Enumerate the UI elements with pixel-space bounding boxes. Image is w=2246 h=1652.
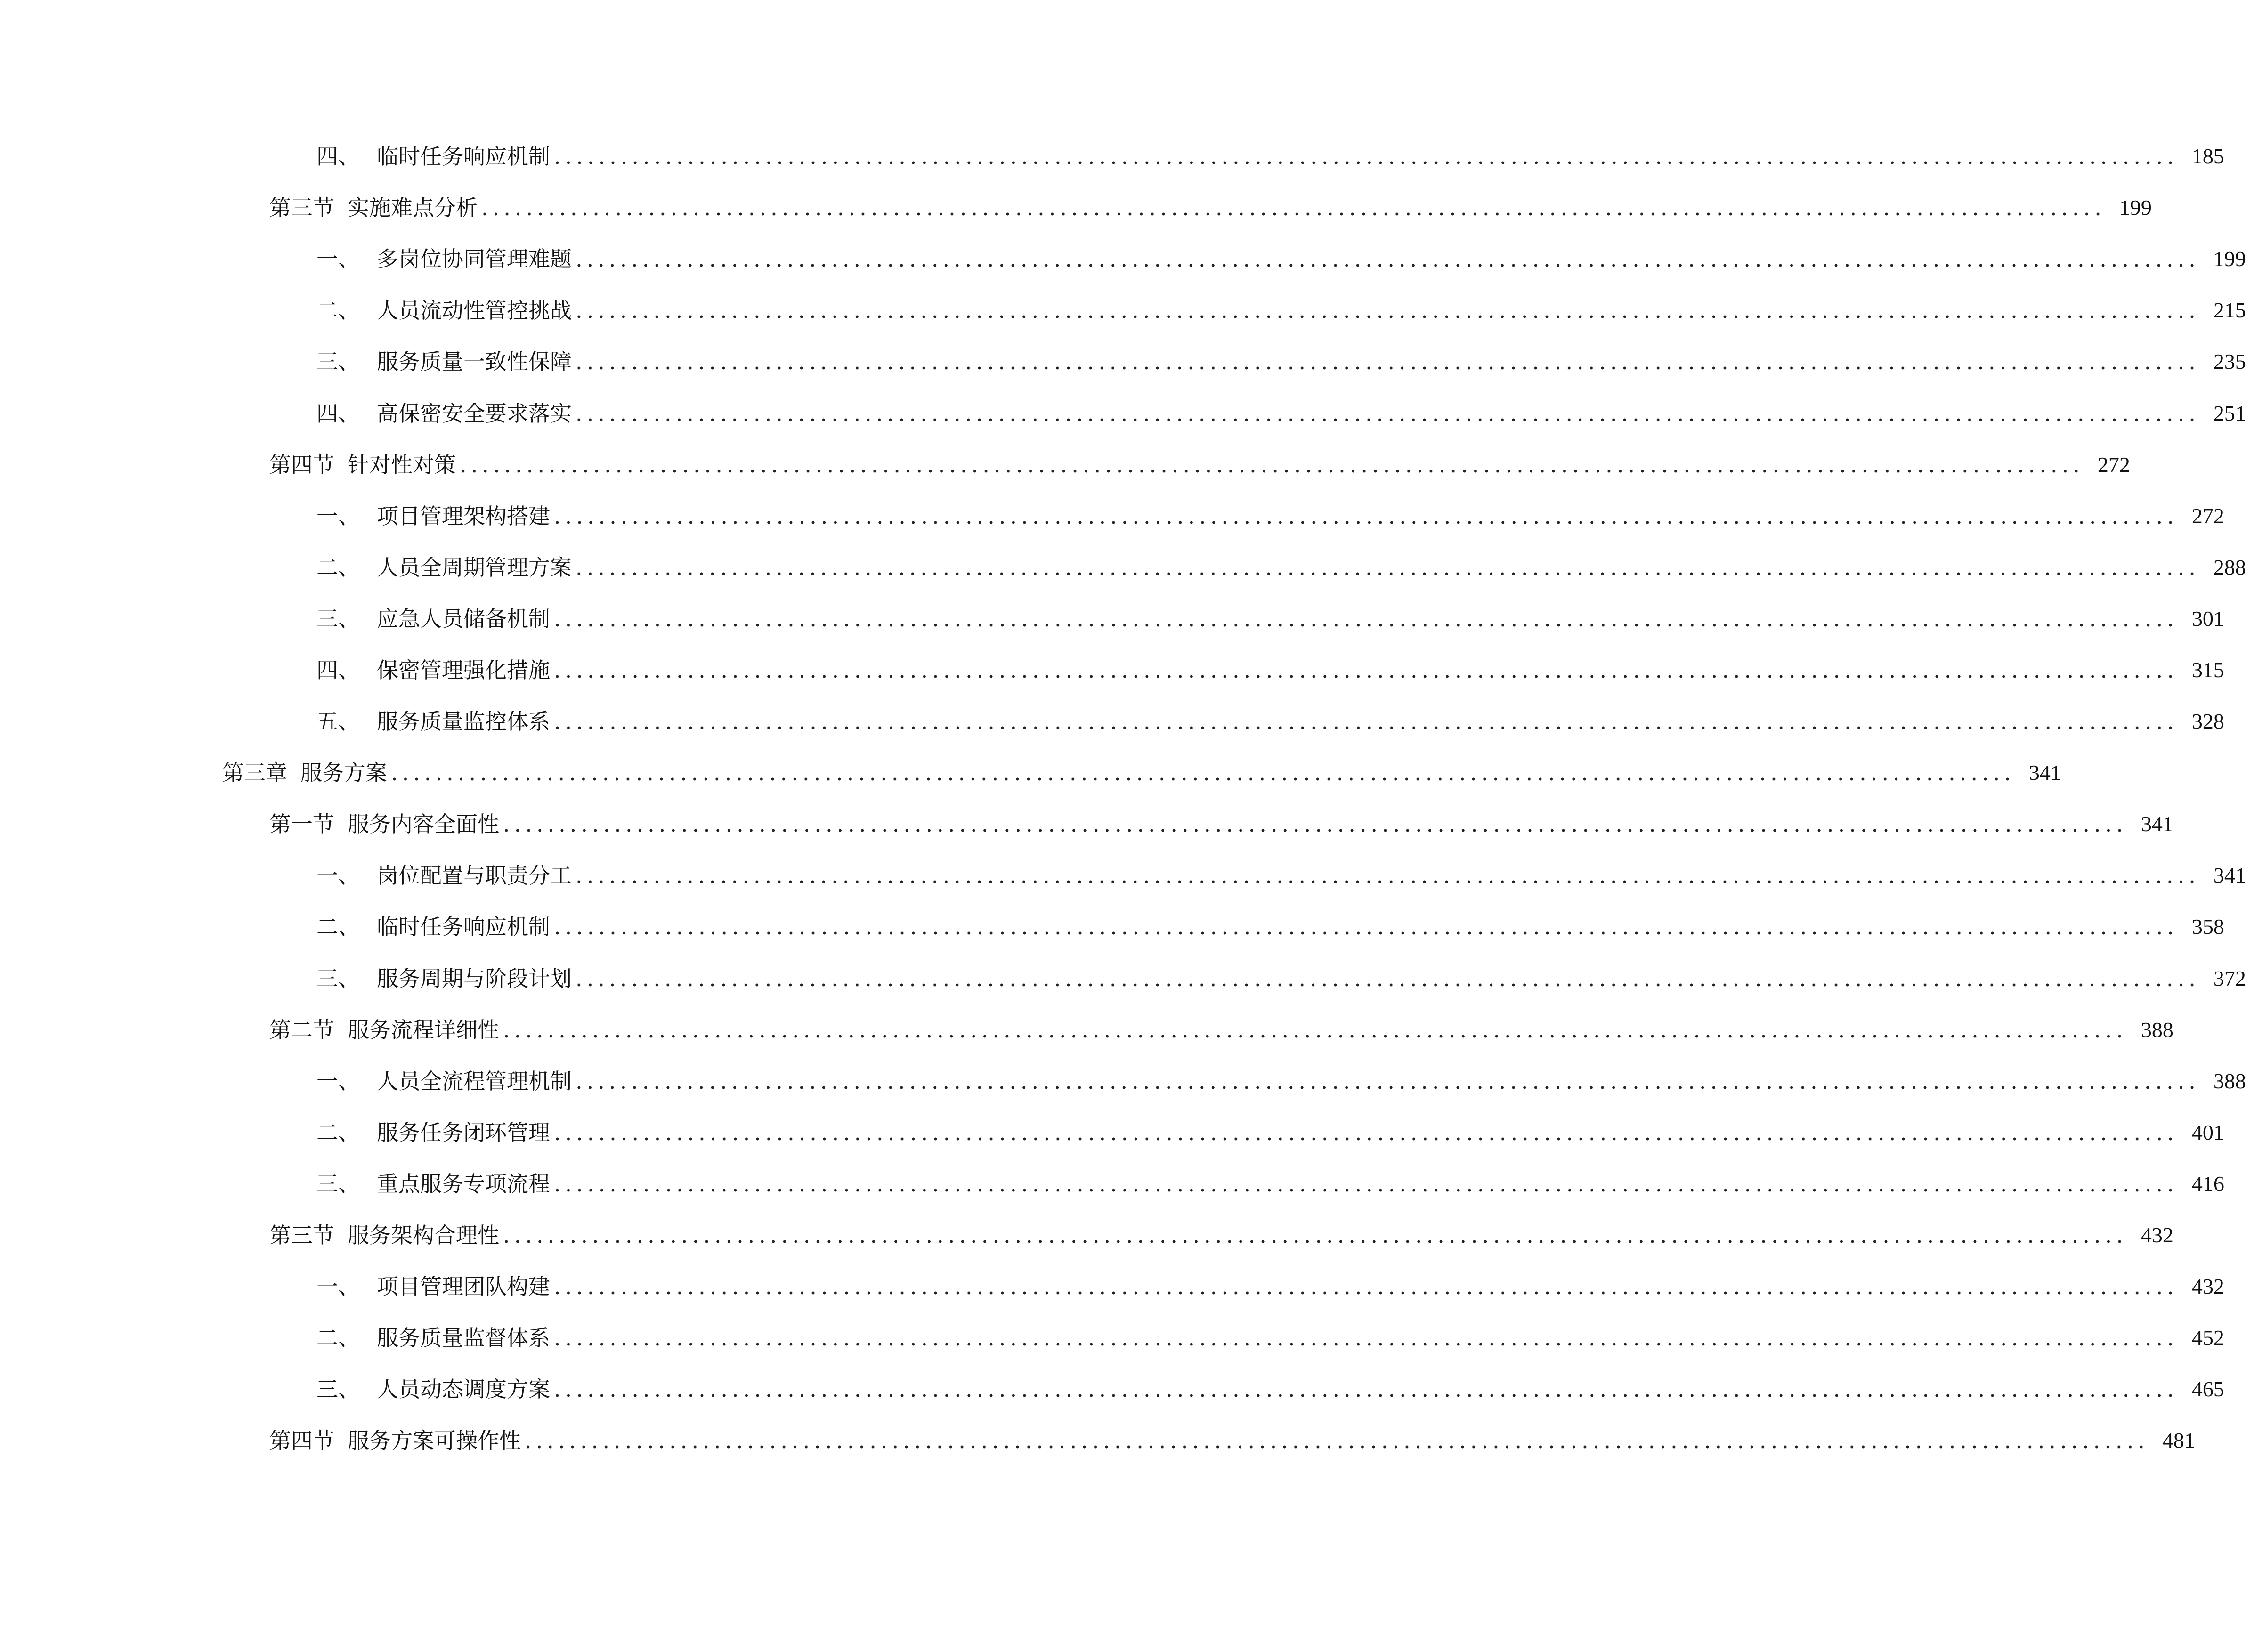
toc-entry-title: 针对性对策 — [348, 452, 456, 478]
dot-leader: .................................................................................................................................................. — [503, 1017, 2127, 1043]
toc-entry-title: 重点服务专项流程 — [377, 1171, 550, 1197]
dot-leader: .................................................................................................................................................. — [525, 1428, 2149, 1453]
toc-entry-page: 432 — [2191, 1274, 2224, 1298]
toc-entry-number: 第三章 — [222, 760, 287, 786]
toc-entry-number: 二、 — [316, 1325, 360, 1351]
toc-entry-title: 服务周期与阶段计划 — [377, 966, 572, 991]
toc-entry[interactable] — [316, 960, 2246, 997]
toc-entry-number: 一、 — [316, 863, 360, 888]
toc-entry-number: 三、 — [316, 349, 360, 374]
dot-leader: .................................................................................................................................................. — [554, 657, 2178, 683]
toc-entry[interactable] — [316, 292, 2246, 329]
toc-entry-title: 人员全周期管理方案 — [377, 555, 572, 580]
dot-leader: .................................................................................................................................................. — [554, 144, 2178, 169]
toc-entry-title: 保密管理强化措施 — [377, 657, 550, 683]
toc-entry-title: 服务任务闭环管理 — [377, 1120, 550, 1145]
toc-entry-title: 服务质量一致性保障 — [377, 349, 572, 374]
toc-entry-number: 二、 — [316, 914, 360, 939]
toc-entry-title: 服务架构合理性 — [348, 1223, 499, 1248]
toc-entry-number: 二、 — [316, 1120, 360, 1145]
toc-entry-number: 第四节 — [269, 1428, 334, 1453]
toc-entry[interactable] — [269, 189, 2152, 227]
toc-entry-title: 服务方案 — [300, 760, 387, 786]
toc-entry-page: 452 — [2191, 1326, 2224, 1350]
toc-entry[interactable] — [316, 703, 2224, 740]
toc-entry[interactable] — [316, 1114, 2224, 1151]
toc-entry-page: 301 — [2191, 607, 2224, 631]
dot-leader: .................................................................................................................................................. — [576, 555, 2200, 580]
toc-entry-page: 481 — [2162, 1428, 2195, 1452]
toc-entry[interactable] — [269, 1216, 2173, 1254]
dot-leader: .................................................................................................................................................. — [576, 1069, 2200, 1094]
dot-leader: .................................................................................................................................................. — [503, 811, 2127, 837]
toc-entry-page: 272 — [2191, 504, 2224, 528]
toc-entry-title: 服务质量监督体系 — [377, 1325, 550, 1351]
dot-leader: .................................................................................................................................................. — [576, 349, 2200, 374]
dot-leader: .................................................................................................................................................. — [554, 1325, 2178, 1351]
toc-entry[interactable] — [269, 805, 2173, 843]
dot-leader: .................................................................................................................................................. — [554, 503, 2178, 529]
toc-entry-page: 215 — [2213, 298, 2246, 322]
toc-entry-title: 服务质量监控体系 — [377, 709, 550, 734]
toc-entry[interactable] — [316, 908, 2224, 946]
toc-entry-number: 三、 — [316, 1377, 360, 1402]
toc-entry-number: 四、 — [316, 401, 360, 426]
toc-entry-number: 第三节 — [269, 195, 334, 220]
toc-entry-number: 二、 — [316, 555, 360, 580]
toc-entry[interactable] — [316, 343, 2246, 381]
toc-entry-number: 一、 — [316, 1069, 360, 1094]
toc-entry-page: 341 — [2213, 863, 2246, 887]
dot-leader: .................................................................................................................................................. — [554, 914, 2178, 939]
dot-leader: .................................................................................................................................................. — [554, 709, 2178, 734]
dot-leader: .................................................................................................................................................. — [481, 195, 2106, 220]
toc-entry-number: 二、 — [316, 298, 360, 323]
toc-entry-number: 第三节 — [269, 1223, 334, 1248]
toc-entry-number: 一、 — [316, 1274, 360, 1299]
toc-entry[interactable] — [269, 446, 2130, 484]
toc-entry-title: 应急人员储备机制 — [377, 606, 550, 632]
toc-entry-title: 实施难点分析 — [348, 195, 478, 220]
toc-entry[interactable] — [316, 1062, 2246, 1100]
toc-entry-title: 多岗位协同管理难题 — [377, 246, 572, 272]
toc-entry[interactable] — [222, 754, 2061, 792]
dot-leader: .................................................................................................................................................. — [576, 863, 2200, 888]
dot-leader: .................................................................................................................................................. — [391, 760, 2015, 786]
toc-entry-number: 三、 — [316, 966, 360, 991]
toc-entry-number: 一、 — [316, 503, 360, 529]
toc-entry[interactable] — [316, 1319, 2224, 1357]
toc-entry-title: 高保密安全要求落实 — [377, 401, 572, 426]
toc-entry-number: 四、 — [316, 144, 360, 169]
toc-entry-title: 临时任务响应机制 — [377, 914, 550, 939]
toc-entry[interactable] — [316, 1165, 2224, 1203]
toc-entry-page: 341 — [2028, 761, 2061, 785]
toc-entry-number: 三、 — [316, 1171, 360, 1197]
toc-entry-title: 项目管理架构搭建 — [377, 503, 550, 529]
toc-entry-page: 272 — [2097, 453, 2130, 477]
toc-entry[interactable] — [316, 395, 2246, 432]
toc-entry-page: 465 — [2191, 1377, 2224, 1401]
dot-leader: .................................................................................................................................................. — [460, 452, 2084, 478]
toc-entry-page: 432 — [2141, 1223, 2173, 1247]
toc-entry-page: 416 — [2191, 1172, 2224, 1196]
toc-entry-page: 401 — [2191, 1120, 2224, 1144]
toc-entry-number: 一、 — [316, 246, 360, 272]
toc-entry-page: 388 — [2141, 1018, 2173, 1042]
dot-leader: .................................................................................................................................................. — [554, 1274, 2178, 1299]
dot-leader: .................................................................................................................................................. — [576, 966, 2200, 991]
toc-entry-title: 服务内容全面性 — [348, 811, 499, 837]
dot-leader: .................................................................................................................................................. — [554, 1171, 2178, 1197]
toc-entry-number: 五、 — [316, 709, 360, 734]
toc-entry[interactable] — [269, 1422, 2195, 1459]
toc-entry-page: 288 — [2213, 555, 2246, 579]
toc-entry-page: 372 — [2213, 966, 2246, 990]
toc-entry-number: 第一节 — [269, 811, 334, 837]
toc-entry-number: 第二节 — [269, 1017, 334, 1043]
toc-entry-number: 四、 — [316, 657, 360, 683]
toc-entry-title: 服务方案可操作性 — [348, 1428, 521, 1453]
toc-entry-page: 315 — [2191, 658, 2224, 682]
toc-entry-page: 185 — [2191, 144, 2224, 168]
toc-entry-page: 199 — [2213, 247, 2246, 271]
toc-entry-page: 388 — [2213, 1069, 2246, 1093]
toc-entry-title: 服务流程详细性 — [348, 1017, 499, 1043]
dot-leader: .................................................................................................................................................. — [576, 246, 2200, 272]
toc-entry[interactable] — [316, 240, 2246, 278]
toc-entry-title: 岗位配置与职责分工 — [377, 863, 572, 888]
toc-entry-page: 328 — [2191, 709, 2224, 733]
toc-entry[interactable] — [269, 1011, 2173, 1049]
toc-entry-page: 358 — [2191, 915, 2224, 939]
toc-entry-number: 第四节 — [269, 452, 334, 478]
toc-entry-title: 人员全流程管理机制 — [377, 1069, 572, 1094]
toc-entry-title: 项目管理团队构建 — [377, 1274, 550, 1299]
toc-entry[interactable] — [316, 600, 2224, 638]
toc-entry-page: 199 — [2119, 195, 2152, 219]
toc-entry-page: 341 — [2141, 812, 2173, 836]
dot-leader: .................................................................................................................................................. — [576, 298, 2200, 323]
toc-entry-title: 临时任务响应机制 — [377, 144, 550, 169]
dot-leader: .................................................................................................................................................. — [554, 1377, 2178, 1402]
toc-entry-page: 235 — [2213, 349, 2246, 373]
toc-entry[interactable] — [316, 1370, 2224, 1408]
dot-leader: .................................................................................................................................................. — [503, 1223, 2127, 1248]
toc-entry-number: 三、 — [316, 606, 360, 632]
toc-entry-page: 251 — [2213, 401, 2246, 425]
dot-leader: .................................................................................................................................................. — [554, 1120, 2178, 1145]
dot-leader: .................................................................................................................................................. — [576, 401, 2200, 426]
toc-entry[interactable] — [316, 497, 2224, 535]
toc-entry[interactable] — [316, 651, 2224, 689]
toc-entry[interactable] — [316, 549, 2246, 586]
toc-entry[interactable] — [316, 138, 2224, 175]
dot-leader: .................................................................................................................................................. — [554, 606, 2178, 632]
toc-entry-title: 人员流动性管控挑战 — [377, 298, 572, 323]
toc-entry[interactable] — [316, 1268, 2224, 1305]
toc-entry[interactable] — [316, 857, 2246, 894]
toc-entry-title: 人员动态调度方案 — [377, 1377, 550, 1402]
